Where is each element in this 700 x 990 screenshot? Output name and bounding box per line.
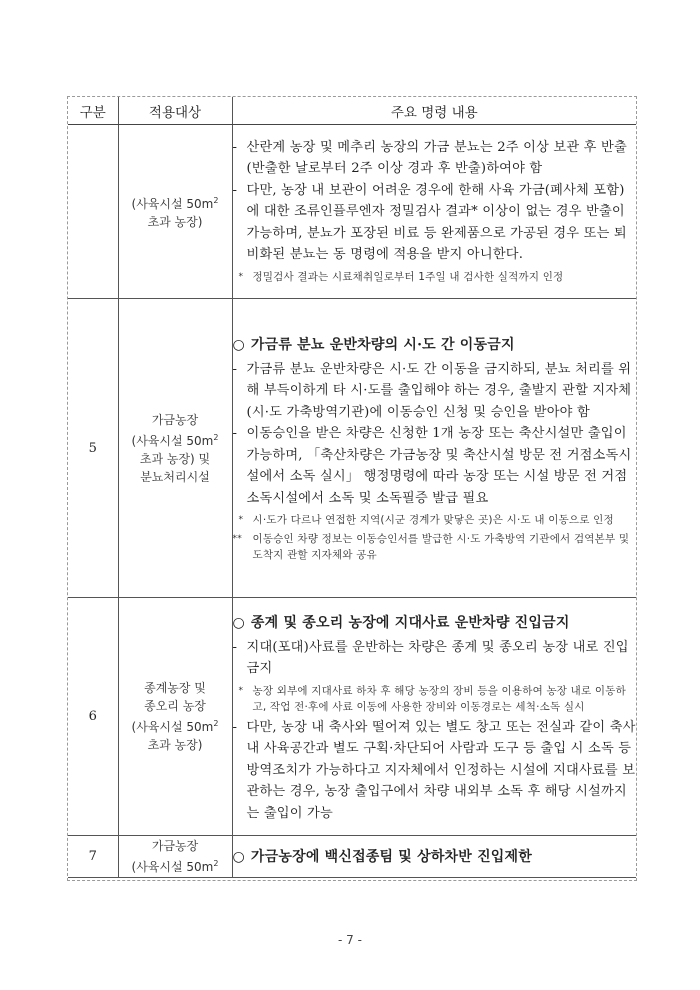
footnote xyxy=(233,683,637,715)
section-heading xyxy=(233,845,637,869)
header-no: 구분 xyxy=(68,97,118,125)
dash-icon: - xyxy=(232,361,238,377)
dash-icon: - xyxy=(232,719,238,735)
row-number xyxy=(68,125,118,299)
bullet-item xyxy=(233,137,637,180)
footnote-text: 시·도가 다르나 연접한 지역(시군 경계가 맞닿은 곳)은 시·도 내 이동으로 인정 xyxy=(252,514,614,527)
row-content xyxy=(232,125,636,299)
dash-icon: - xyxy=(232,182,238,198)
target-line: 종계농장 및 xyxy=(144,681,206,695)
row-number: 5 xyxy=(68,299,118,598)
circle-bullet-icon: ○ xyxy=(232,614,245,631)
table-row xyxy=(68,598,636,836)
dash-icon: - xyxy=(232,639,238,655)
double-asterisk-icon: ** xyxy=(232,534,242,545)
footnote xyxy=(233,269,637,285)
superscript: 2 xyxy=(213,859,219,868)
target-line: 가금농장 xyxy=(151,412,199,427)
row-target xyxy=(118,299,232,598)
row-number: 7 xyxy=(68,836,118,878)
section-heading xyxy=(233,333,637,357)
section-heading xyxy=(233,611,637,635)
target-line: 분뇨처리시설 xyxy=(140,469,210,484)
bullet-item xyxy=(233,359,637,424)
table-row xyxy=(68,836,636,878)
superscript: 2 xyxy=(213,719,219,728)
footnote-text: 정밀검사 결과는 시료채취일로부터 1주일 내 검사한 실적까지 인정 xyxy=(252,270,564,283)
bullet-text: 다만, 농장 내 보관이 어려운 경우에 한해 사육 가금(폐사체 포함)에 대한 조류인플루엔자 정밀검사 결과* 이상이 없는 경우 반출이 가능하며, 분뇨가 포장된 비료 등 완제품으로 가공된 경우 또는 퇴비화된 분뇨는 동 명령에 적용을 받지 아니한다. xyxy=(246,182,627,262)
circle-bullet-icon: ○ xyxy=(232,848,245,865)
target-line: 초과 농장) xyxy=(147,215,203,229)
target-line: (사육시설 50m xyxy=(131,860,214,874)
target-line: 초과 농장) 및 xyxy=(139,451,211,466)
asterisk-icon: * xyxy=(238,271,244,282)
circle-bullet-icon: ○ xyxy=(232,336,245,353)
footnote xyxy=(233,531,637,563)
table-header-row xyxy=(68,97,636,125)
target-line: (사육시설 50m xyxy=(131,433,214,448)
bullet-text: 지대(포대)사료를 운반하는 차량은 종계 및 종오리 농장 내로 진입 금지 xyxy=(246,639,629,677)
footnote-text: 이동승인 차량 정보는 이동승인서를 발급한 시·도 가축방역 기관에서 검역본부 및 도착지 관할 지자체와 공유 xyxy=(252,533,630,562)
footnote xyxy=(233,512,637,528)
table-row xyxy=(68,299,636,598)
bullet-item xyxy=(233,180,637,266)
row-content xyxy=(232,836,636,878)
dash-icon: - xyxy=(232,139,238,155)
dash-icon: - xyxy=(232,426,238,442)
page-number: - 7 - xyxy=(338,933,362,947)
header-content: 주요 명령 내용 xyxy=(232,97,636,125)
footnote-text: 농장 외부에 지대사료 하차 후 해당 농장의 장비 등을 이용하여 농장 내로 이동하고, 작업 전·후에 사료 이동에 사용한 장비와 이동경로는 세척·소독 실시 xyxy=(252,684,626,713)
bullet-text: 다만, 농장 내 축사와 떨어져 있는 별도 창고 또는 전실과 같이 축사 내 사육공간과 별도 구획·차단되어 사람과 도구 등 출입 시 소독 등 방역조치가 가능하다고 지자체에서 인정하는 시설에 지대사료를 보관하는 경우, 농장 출입구에서 차량 내외부 소독 후 해당 시설까지는 출입이 가능 xyxy=(246,719,636,821)
bullet-text: 가금류 분뇨 운반차량은 시·도 간 이동을 금지하되, 분뇨 처리를 위해 부득이하게 타 시·도를 출입해야 하는 경우, 출발지 관할 지자체(시·도 가축방역기관)에 이동승인 신청 및 승인을 받아야 함 xyxy=(246,361,632,420)
target-line: 가금농장 xyxy=(151,839,199,853)
heading-text: 가금농장에 백신접종팀 및 상하차반 진입제한 xyxy=(250,848,532,865)
bullet-text: 산란계 농장 및 메추리 농장의 가금 분뇨는 2주 이상 보관 후 반출(반출한 날로부터 2주 이상 경과 후 반출)하여야 함 xyxy=(246,139,627,176)
order-table xyxy=(68,97,636,878)
bullet-text: 이동승인을 받은 차량은 신청한 1개 농장 또는 축산시설만 출입이 가능하며, 「축산차량은 가금농장 및 축산시설 방문 전 거점소독시설에서 소독 실시」 행정명령에 따라 농장 또는 시설 방문 전 거점소독시설에서 소독 및 소독필증 발급 필요 xyxy=(246,426,632,506)
bullet-item xyxy=(233,637,637,680)
target-line: (사육시설 50m xyxy=(131,197,214,211)
target-line: 초과 농장) xyxy=(147,738,203,752)
row-target xyxy=(118,836,232,878)
heading-text: 종계 및 종오리 농장에 지대사료 운반차량 진입금지 xyxy=(250,614,570,631)
target-line: (사육시설 50m xyxy=(131,720,214,734)
bullet-item xyxy=(233,717,637,825)
row-content xyxy=(232,299,636,598)
asterisk-icon: * xyxy=(238,685,244,696)
row-content xyxy=(232,598,636,836)
row-target xyxy=(118,125,232,299)
superscript: 2 xyxy=(213,196,219,205)
row-target xyxy=(118,598,232,836)
superscript: 2 xyxy=(213,432,219,442)
bullet-item xyxy=(233,423,637,509)
header-target: 적용대상 xyxy=(118,97,232,125)
row-number: 6 xyxy=(68,598,118,836)
heading-text: 가금류 분뇨 운반차량의 시·도 간 이동금지 xyxy=(250,336,515,353)
target-line: 종오리 농장 xyxy=(144,699,206,713)
table-row xyxy=(68,125,636,299)
asterisk-icon: * xyxy=(238,515,244,526)
